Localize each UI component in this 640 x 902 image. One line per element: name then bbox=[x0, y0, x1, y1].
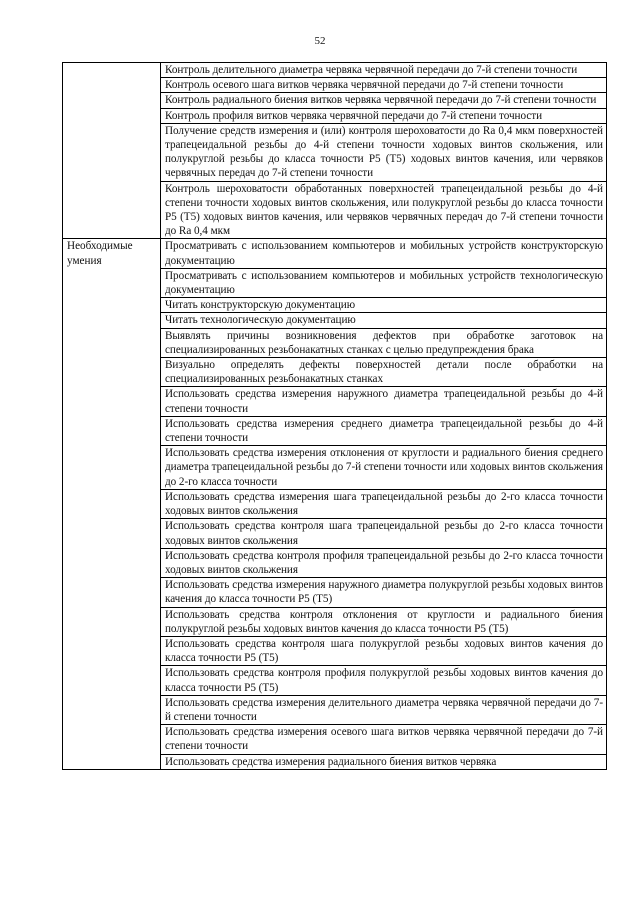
skill-text: Использовать средства измерения осевого шага витков червяка червячной передачи до 7-й степени точности bbox=[161, 725, 607, 754]
section-label-continued bbox=[63, 63, 161, 239]
skill-text: Использовать средства контроля шага трапецеидальной резьбы до 2-го класса точности ходовых винтов скольжения bbox=[161, 519, 607, 548]
table-row bbox=[63, 63, 607, 78]
requirement-text: Контроль шероховатости обработанных поверхностей трапецеидальной резьбы до 4-й степени точности ходовых винтов скольжения, или полукруглой резьбы до класса точности P5 (T5) ходовых винтов качения, или червяков червячных передач до 7-й степени точности до Ra 0,4 мкм bbox=[161, 181, 607, 239]
skill-text: Использовать средства измерения среднего диаметра трапецеидальной резьбы до 4-й степени точности bbox=[161, 416, 607, 445]
requirement-text: Контроль профиля витков червяка червячной передачи до 7-й степени точности bbox=[161, 108, 607, 123]
requirement-text: Контроль делительного диаметра червяка червячной передачи до 7-й степени точности bbox=[161, 63, 607, 78]
skill-text: Использовать средства контроля шага полукруглой резьбы ходовых винтов качения до класса точности P5 (T5) bbox=[161, 636, 607, 665]
skill-text: Выявлять причины возникновения дефектов при обработке заготовок на специализированных резьбонакатных станках с целью предупреждения брака bbox=[161, 328, 607, 357]
skill-text: Визуально определять дефекты поверхностей детали после обработки на специализированных резьбонакатных станках bbox=[161, 358, 607, 387]
skill-text: Читать технологическую документацию bbox=[161, 313, 607, 328]
table-row bbox=[63, 239, 607, 268]
skill-text: Использовать средства измерения отклонения от круглости и радиального биения среднего диаметра трапецеидальной резьбы до 7-й степени точности или ходовых винтов скольжения до 2-го класса точности bbox=[161, 446, 607, 490]
skill-text: Использовать средства контроля профиля трапецеидальной резьбы до 2-го класса точности ходовых винтов скольжения bbox=[161, 548, 607, 577]
skill-text: Использовать средства измерения наружного диаметра трапецеидальной резьбы до 4-й степени точности bbox=[161, 387, 607, 416]
skill-text: Использовать средства измерения радиального биения витков червяка bbox=[161, 754, 607, 769]
requirement-text: Получение средств измерения и (или) контроля шероховатости до Ra 0,4 мкм поверхностей трапецеидальной резьбы до 4-й степени точности ходовых винтов скольжения, или полукруглой резьбы до класса точности P5 (T5) ходовых винтов качения, или червяков червячных передач до 7-й степени точности bbox=[161, 123, 607, 181]
skill-text: Использовать средства измерения делительного диаметра червяка червячной передачи до 7-й степени точности bbox=[161, 695, 607, 724]
skill-text: Использовать средства измерения наружного диаметра полукруглой резьбы ходовых винтов качения до класса точности P5 (T5) bbox=[161, 578, 607, 607]
page-number: 52 bbox=[314, 35, 326, 47]
skill-text: Использовать средства измерения шага трапецеидальной резьбы до 2-го класса точности ходовых винтов скольжения bbox=[161, 489, 607, 518]
requirements-table bbox=[62, 62, 607, 770]
section-label: Необходимые умения bbox=[63, 239, 161, 769]
skill-text: Использовать средства контроля отклонения от круглости и радиального биения полукруглой резьбы ходовых винтов качения до класса точности P5 (T5) bbox=[161, 607, 607, 636]
table-body bbox=[63, 63, 607, 770]
skill-text: Просматривать с использованием компьютеров и мобильных устройств конструкторскую документацию bbox=[161, 239, 607, 268]
requirement-text: Контроль радиального биения витков червяка червячной передачи до 7-й степени точности bbox=[161, 93, 607, 108]
skill-text: Читать конструкторскую документацию bbox=[161, 298, 607, 313]
skill-text: Просматривать с использованием компьютеров и мобильных устройств технологическую документацию bbox=[161, 268, 607, 297]
requirement-text: Контроль осевого шага витков червяка червячной передачи до 7-й степени точности bbox=[161, 78, 607, 93]
skill-text: Использовать средства контроля профиля полукруглой резьбы ходовых винтов качения до класса точности P5 (T5) bbox=[161, 666, 607, 695]
